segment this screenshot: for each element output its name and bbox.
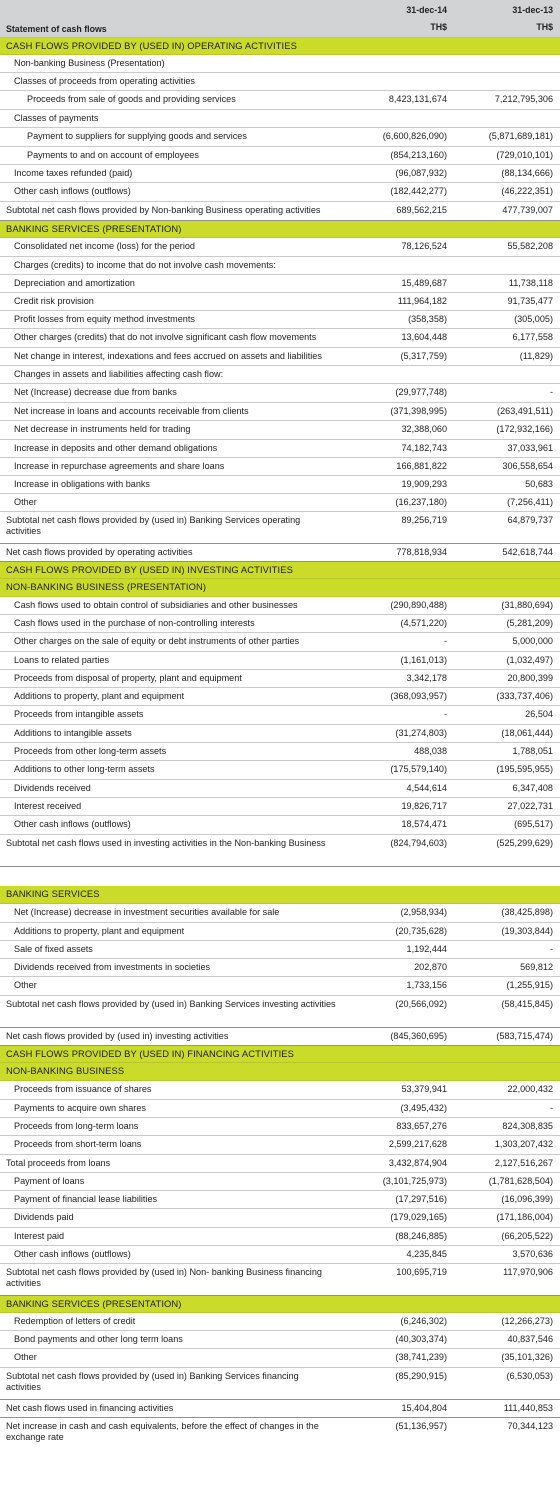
table-row (0, 1118, 560, 1136)
section-header (0, 1046, 560, 1063)
value-2013: (305,005) (514, 314, 553, 324)
row-label: Increase in deposits and other demand obligations (14, 443, 218, 453)
value-2014: 15,404,804 (401, 1403, 447, 1413)
table-row (0, 366, 560, 384)
value-2014: 202,870 (414, 962, 447, 972)
table-row (0, 329, 560, 348)
value-2014: (29,977,748) (395, 387, 447, 397)
table-row (0, 904, 560, 923)
row-label: Net cash flows used in financing activities (6, 1403, 174, 1413)
table-row (0, 348, 560, 366)
value-2014: 13,604,448 (401, 332, 447, 342)
value-2014: (20,735,628) (395, 926, 447, 936)
row-label: Subtotal net cash flows provided by (used in) Non- banking Business financing activities (6, 1267, 322, 1288)
row-label: Subtotal net cash flows provided by (used in) Banking Services investing activities (6, 999, 336, 1009)
value-2013: (1,781,628,504) (488, 1176, 553, 1186)
table-row (0, 1209, 560, 1228)
table-row (0, 959, 560, 977)
row-label: Other cash inflows (outflows) (14, 819, 131, 829)
value-2014: (6,600,826,090) (382, 131, 447, 141)
value-2013: 5,000,000 (512, 636, 553, 646)
table-row (0, 1246, 560, 1264)
value-2014: (17,297,516) (395, 1194, 447, 1204)
value-2014: (854,213,160) (390, 150, 447, 160)
row-label: Proceeds from long-term loans (14, 1121, 139, 1131)
value-2013: (11,829) (519, 351, 553, 361)
row-label: Proceeds from short-term loans (14, 1139, 142, 1149)
row-label: CASH FLOWS PROVIDED BY (USED IN) FINANCING ACTIVITIES (6, 1048, 294, 1059)
value-2014: 3,342,178 (406, 673, 447, 683)
value-2014: (20,566,092) (395, 999, 447, 1009)
value-2014: (5,317,759) (400, 351, 447, 361)
subtotal-row (0, 544, 560, 562)
value-2013: 50,683 (525, 479, 553, 489)
value-2014: 3,432,874,904 (388, 1158, 447, 1168)
table-row (0, 1418, 560, 1450)
value-2014: (179,029,165) (390, 1212, 447, 1222)
column-date-2014: 31-dec-14 (406, 5, 447, 15)
value-2013: (195,595,955) (496, 764, 553, 774)
value-2014: (40,303,374) (395, 1334, 447, 1344)
value-2014: 1,192,444 (406, 944, 447, 954)
table-row (0, 1136, 560, 1155)
column-unit-2014: TH$ (430, 22, 447, 32)
row-label: Additions to property, plant and equipment (14, 926, 185, 936)
row-label: Proceeds from other long-term assets (14, 746, 167, 756)
value-2014: (16,237,180) (395, 497, 447, 507)
row-label: Other charges on the sale of equity or debt instruments of other parties (14, 636, 300, 646)
table-row (0, 165, 560, 183)
row-label: Dividends received (14, 783, 91, 793)
row-label: Income taxes refunded (paid) (14, 168, 133, 178)
value-2013: - (549, 944, 553, 954)
row-label: Subtotal net cash flows provided by Non-banking Business operating activities (6, 205, 321, 215)
value-2014: (824,794,603) (390, 838, 447, 848)
value-2014: 2,599,217,628 (388, 1139, 447, 1149)
row-label: Dividends paid (14, 1212, 74, 1222)
column-unit-2013: TH$ (536, 22, 553, 32)
value-2014: 166,881,822 (396, 461, 447, 471)
subtotal-row (0, 1028, 560, 1046)
value-2013: (1,032,497) (506, 655, 553, 665)
row-label: Consolidated net income (loss) for the period (14, 241, 195, 251)
table-row (0, 1155, 560, 1173)
row-label: BANKING SERVICES (6, 888, 100, 899)
row-label: Proceeds from intangible assets (14, 709, 144, 719)
row-label: Dividends received from investments in societies (14, 962, 211, 972)
row-label: Additions to other long-term assets (14, 764, 155, 774)
value-2014: (845,360,695) (390, 1031, 447, 1041)
row-label: Other cash inflows (outflows) (14, 186, 131, 196)
value-2013: (16,096,399) (501, 1194, 553, 1204)
row-label: NON-BANKING BUSINESS (6, 1065, 125, 1076)
value-2013: 64,879,737 (507, 515, 553, 525)
table-row (0, 275, 560, 293)
section-header (0, 1296, 560, 1313)
value-2013: (583,715,474) (496, 1031, 553, 1041)
table-row (0, 706, 560, 725)
row-label: Credit risk provision (14, 296, 94, 306)
table-row (0, 421, 560, 440)
section-header (0, 38, 560, 55)
statement-title: Statement of cash flows (6, 23, 107, 34)
row-label: Net (Increase) decrease in investment securities available for sale (14, 907, 280, 917)
value-2014: 19,826,717 (401, 801, 447, 811)
subtotal-row (0, 1400, 560, 1418)
value-2014: - (443, 709, 447, 719)
row-label: Depreciation and amortization (14, 278, 135, 288)
value-2014: (4,571,220) (400, 618, 447, 628)
value-2013: (729,010,101) (496, 150, 553, 160)
table-row (0, 597, 560, 615)
row-label: Other charges (credits) that do not involve significant cash flow movements (14, 332, 317, 342)
row-label: Changes in assets and liabilities affecting cash flow: (14, 369, 224, 379)
value-2013: (31,880,694) (501, 600, 553, 610)
value-2013: - (549, 387, 553, 397)
row-label: Net cash flows provided by operating activities (6, 547, 193, 557)
row-label: Proceeds from issuance of shares (14, 1084, 152, 1094)
table-row (0, 1100, 560, 1118)
table-row (0, 670, 560, 688)
table-header (0, 0, 560, 38)
section-header (0, 562, 560, 579)
row-label: CASH FLOWS PROVIDED BY (USED IN) INVESTING ACTIVITIES (6, 564, 293, 575)
table-row (0, 183, 560, 202)
row-label: Classes of proceeds from operating activities (14, 76, 195, 86)
row-label: Loans to related parties (14, 655, 110, 665)
table-row (0, 615, 560, 633)
value-2014: (88,246,885) (395, 1231, 447, 1241)
value-2014: (182,442,277) (390, 186, 447, 196)
value-2013: (38,425,898) (501, 907, 553, 917)
value-2014: (85,290,915) (395, 1371, 447, 1381)
subtotal-row (0, 202, 560, 221)
value-2013: - (549, 1103, 553, 1113)
value-2014: 4,235,845 (406, 1249, 447, 1259)
value-2013: 55,582,208 (507, 241, 553, 251)
row-label: Net decrease in instruments held for trading (14, 424, 191, 434)
table-row (0, 384, 560, 403)
row-label: Subtotal net cash flows used in investing activities in the Non-banking Business (6, 838, 326, 848)
value-2013: 26,504 (525, 709, 553, 719)
table-row (0, 1228, 560, 1246)
table-row (0, 1081, 560, 1100)
value-2013: (695,517) (514, 819, 553, 829)
row-label: Payment to suppliers for supplying goods and services (27, 131, 247, 141)
row-label: Increase in repurchase agreements and share loans (14, 461, 225, 471)
value-2013: (263,491,511) (497, 406, 553, 416)
value-2013: (19,303,844) (501, 926, 553, 936)
row-label: Charges (credits) to income that do not involve cash movements: (14, 260, 276, 270)
value-2013: 7,212,795,306 (494, 94, 553, 104)
table-row (0, 476, 560, 494)
subtotal-row (0, 1264, 560, 1296)
value-2014: (368,093,957) (390, 691, 447, 701)
value-2013: (18,061,444) (501, 728, 553, 738)
row-label: Sale of fixed assets (14, 944, 93, 954)
row-label: Payments to acquire own shares (14, 1103, 146, 1113)
value-2014: 1,733,156 (406, 980, 447, 990)
value-2014: 74,182,743 (401, 443, 447, 453)
value-2013: (46,222,351) (501, 186, 553, 196)
section-header (0, 579, 560, 597)
row-label: Redemption of letters of credit (14, 1316, 136, 1326)
table-row (0, 633, 560, 652)
table-row (0, 816, 560, 835)
value-2013: (171,186,004) (496, 1212, 553, 1222)
value-2013: 117,970,906 (503, 1267, 553, 1277)
row-label: CASH FLOWS PROVIDED BY (USED IN) OPERATING ACTIVITIES (6, 40, 297, 51)
table-row (0, 73, 560, 91)
row-label: Payment of financial lease liabilities (14, 1194, 158, 1204)
section-header (0, 221, 560, 238)
value-2014: (3,495,432) (400, 1103, 447, 1113)
row-label: Cash flows used to obtain control of subsidiaries and other businesses (14, 600, 298, 610)
value-2013: (172,932,166) (496, 424, 553, 434)
table-row (0, 977, 560, 996)
value-2014: (38,741,239) (395, 1352, 447, 1362)
value-2013: (66,205,522) (501, 1231, 553, 1241)
row-label: Net change in interest, indexations and fees accrued on assets and liabilities (14, 351, 322, 361)
table-row (0, 238, 560, 257)
value-2013: 1,788,051 (512, 746, 553, 756)
value-2013: 2,127,516,267 (494, 1158, 553, 1168)
value-2013: (58,415,845) (501, 999, 553, 1009)
value-2014: 689,562,215 (396, 205, 447, 215)
row-label: Payment of loans (14, 1176, 85, 1186)
value-2013: 70,344,123 (507, 1421, 553, 1431)
row-label: Interest paid (14, 1231, 65, 1241)
value-2013: 111,440,853 (503, 1403, 553, 1413)
row-label: Non-banking Business (Presentation) (14, 58, 165, 68)
row-label: BANKING SERVICES (PRESENTATION) (6, 1298, 182, 1309)
value-2013: (88,134,666) (501, 168, 553, 178)
row-label: Proceeds from sale of goods and providing services (27, 94, 236, 104)
row-label: Profit losses from equity method investments (14, 314, 195, 324)
value-2013: (7,256,411) (507, 497, 553, 507)
row-label: Other (14, 1352, 37, 1362)
table-row (0, 257, 560, 275)
value-2014: 89,256,719 (401, 515, 447, 525)
value-2013: 91,735,477 (507, 296, 553, 306)
table-row (0, 743, 560, 761)
table-row (0, 688, 560, 706)
value-2014: 78,126,524 (401, 241, 447, 251)
row-label: Additions to property, plant and equipment (14, 691, 185, 701)
value-2013: (12,266,273) (501, 1316, 553, 1326)
subtotal-row (0, 1368, 560, 1400)
value-2014: (96,087,932) (395, 168, 447, 178)
row-label: Proceeds from disposal of property, plant and equipment (14, 673, 242, 683)
row-label: Subtotal net cash flows provided by (used in) Banking Services financing activities (6, 1371, 299, 1392)
row-label: Payments to and on account of employees (27, 150, 199, 160)
row-label: BANKING SERVICES (PRESENTATION) (6, 223, 182, 234)
table-row (0, 91, 560, 110)
value-2013: 27,022,731 (507, 801, 553, 811)
value-2013: (35,101,326) (501, 1352, 553, 1362)
value-2014: (51,136,957) (395, 1421, 447, 1431)
value-2013: (333,737,406) (496, 691, 553, 701)
value-2014: 53,379,941 (401, 1084, 447, 1094)
table-row (0, 941, 560, 959)
value-2013: 20,800,399 (507, 673, 553, 683)
value-2013: (6,530,053) (506, 1371, 553, 1381)
value-2014: 8,423,131,674 (388, 94, 447, 104)
value-2014: - (443, 636, 447, 646)
table-row (0, 110, 560, 128)
row-label: Subtotal net cash flows provided by (used in) Banking Services operating activities (6, 515, 301, 536)
row-label: Classes of payments (14, 113, 99, 123)
value-2013: 1,303,207,432 (494, 1139, 553, 1149)
table-row (0, 147, 560, 165)
column-date-2013: 31-dec-13 (512, 5, 553, 15)
value-2013: (5,281,209) (506, 618, 553, 628)
table-row (0, 440, 560, 458)
row-label: Other cash inflows (outflows) (14, 1249, 131, 1259)
value-2013: 477,739,007 (502, 205, 553, 215)
row-label: Additions to intangible assets (14, 728, 132, 738)
value-2013: 22,000,432 (507, 1084, 553, 1094)
table-row (0, 403, 560, 421)
value-2014: (358,358) (408, 314, 447, 324)
value-2014: (175,579,140) (390, 764, 447, 774)
value-2014: 32,388,060 (401, 424, 447, 434)
value-2014: 111,964,182 (397, 296, 447, 306)
value-2013: (525,299,629) (496, 838, 553, 848)
value-2014: (3,101,725,973) (382, 1176, 447, 1186)
row-label: Other (14, 497, 37, 507)
subtotal-row (0, 512, 560, 544)
value-2013: 3,570,636 (512, 1249, 553, 1259)
value-2013: 11,738,118 (508, 278, 553, 288)
value-2014: (6,246,302) (400, 1316, 447, 1326)
table-row (0, 1349, 560, 1368)
value-2014: 15,489,687 (401, 278, 447, 288)
value-2014: 488,038 (414, 746, 447, 756)
table-row (0, 923, 560, 941)
value-2013: 542,618,744 (502, 547, 553, 557)
value-2013: (5,871,689,181) (488, 131, 553, 141)
table-row (0, 494, 560, 512)
row-label: Interest received (14, 801, 82, 811)
row-label: Net increase in loans and accounts receivable from clients (14, 406, 249, 416)
table-row (0, 55, 560, 73)
value-2014: (371,398,995) (390, 406, 447, 416)
row-label: Cash flows used in the purchase of non-controlling interests (14, 618, 255, 628)
value-2014: (290,890,488) (390, 600, 447, 610)
value-2014: 4,544,614 (406, 783, 447, 793)
section-header (0, 1063, 560, 1081)
table-row (0, 1173, 560, 1191)
subtotal-row (0, 996, 560, 1028)
value-2014: 833,657,276 (396, 1121, 447, 1131)
table-row (0, 1191, 560, 1209)
row-label: Increase in obligations with banks (14, 479, 150, 489)
value-2014: 19,909,293 (401, 479, 447, 489)
value-2014: 18,574,471 (401, 819, 447, 829)
value-2013: 6,177,558 (512, 332, 553, 342)
value-2013: 569,812 (520, 962, 553, 972)
value-2014: (1,161,013) (400, 655, 447, 665)
table-row (0, 1331, 560, 1349)
table-row (0, 798, 560, 816)
row-label: Bond payments and other long term loans (14, 1334, 183, 1344)
subtotal-row (0, 835, 560, 867)
section-header (0, 886, 560, 904)
value-2013: 824,308,835 (502, 1121, 553, 1131)
row-label: Total proceeds from loans (6, 1158, 111, 1168)
table-row (0, 458, 560, 476)
value-2014: 100,695,719 (396, 1267, 447, 1277)
value-2013: 40,837,546 (507, 1334, 553, 1344)
value-2014: (31,274,803) (395, 728, 447, 738)
table-row (0, 293, 560, 311)
value-2014: 778,818,934 (396, 547, 447, 557)
row-label: Net increase in cash and cash equivalents, before the effect of changes in the exchange rate (6, 1421, 319, 1442)
table-row (0, 780, 560, 798)
row-label: NON-BANKING BUSINESS (PRESENTATION) (6, 581, 207, 592)
value-2013: 6,347,408 (512, 783, 553, 793)
value-2014: (2,958,934) (400, 907, 447, 917)
table-row (0, 311, 560, 329)
row-label: Net (Increase) decrease due from banks (14, 387, 177, 397)
row-label: Other (14, 980, 37, 990)
table-row (0, 128, 560, 147)
table-row (0, 761, 560, 780)
table-row (0, 1313, 560, 1331)
value-2013: 306,558,654 (502, 461, 553, 471)
value-2013: (1,255,915) (506, 980, 553, 990)
value-2013: 37,033,961 (507, 443, 553, 453)
row-label: Net cash flows provided by (used in) investing activities (6, 1031, 229, 1041)
table-row (0, 652, 560, 670)
table-row (0, 725, 560, 743)
